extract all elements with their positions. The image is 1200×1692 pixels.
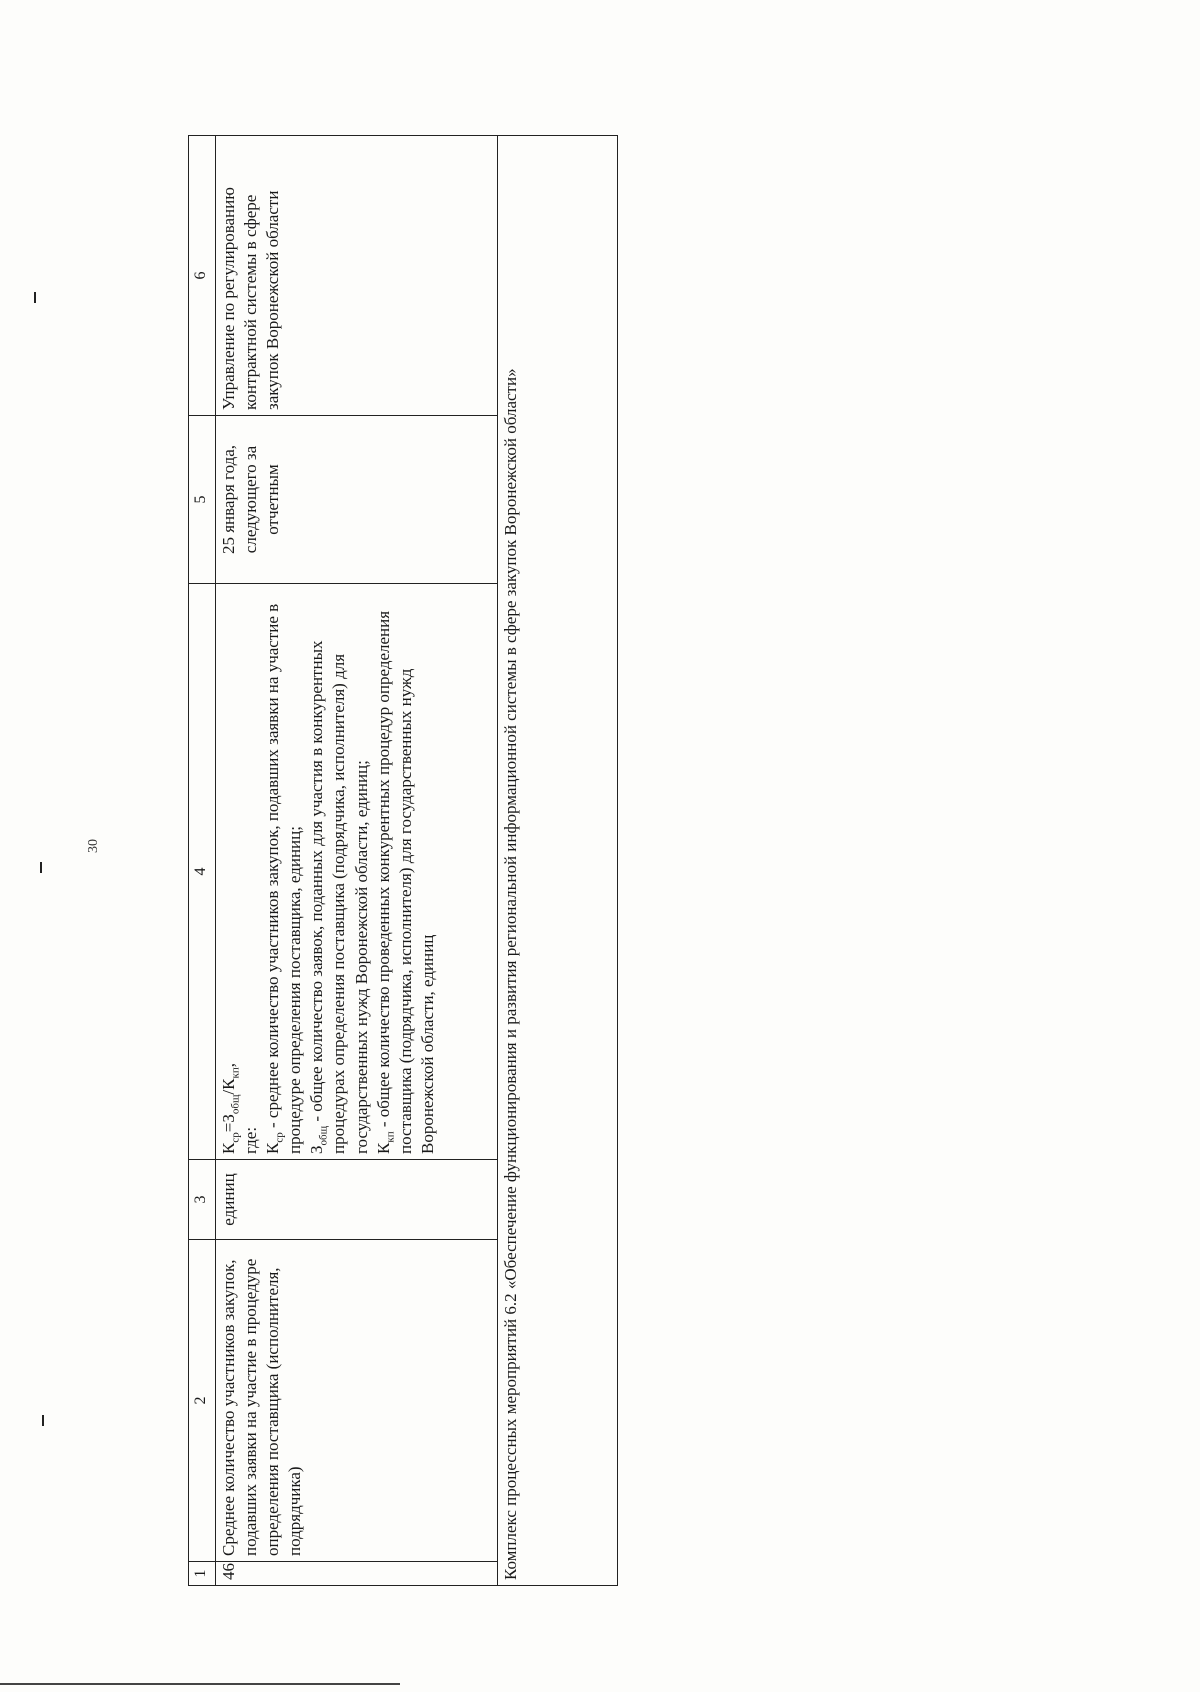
responsible-body: Управление по регулированию контрактной системы в сфере закупок Воронежской области (216, 136, 498, 416)
unit-of-measure: единиц (216, 1160, 498, 1240)
header-cell: 1 (189, 1562, 216, 1586)
table-header-row (189, 136, 216, 1586)
definition-k-kp: $К_{кп}$ - общее количество проведенных конкурентных процедур определения поставщика (подрядчика, исполнителя) для государственных нужд Воронежской области, единиц (373, 610, 437, 1154)
deadline: 25 января года, следующего за отчетным (216, 416, 498, 584)
row-number: 46 (216, 1562, 498, 1586)
scan-mark (34, 292, 36, 303)
indicator-name: Среднее количество участников закупок, подавших заявки на участие в процедуре определения поставщика (исполнителя, подрядчика) (216, 1240, 498, 1562)
rotated-table-container (188, 136, 618, 1586)
table-row (216, 136, 498, 1586)
header-cell: 2 (189, 1240, 216, 1562)
definition-z-obsh: $З_{общ}$ - общее количество заявок, поданных для участия в конкурентных процедурах определения поставщика (подрядчика, исполнителя) для государственных нужд Воронежской области, единиц; (307, 640, 371, 1154)
header-cell: 6 (189, 136, 216, 416)
scan-mark (40, 862, 42, 873)
indicator-table (188, 135, 618, 1586)
header-cell: 5 (189, 416, 216, 584)
formula: $К_{ср}=З_{общ}/К_{кп}$, (219, 1063, 242, 1154)
definition-k-sr: $К_{ср}$ - среднее количество участников закупок, подавших заявки на участие в процедуре определения поставщика, единиц; (263, 603, 305, 1154)
formula-where: где: (241, 1126, 261, 1154)
header-cell: 3 (189, 1160, 216, 1240)
header-cell: 4 (189, 584, 216, 1160)
calculation-method (216, 584, 498, 1160)
section-footer-row (498, 136, 618, 1586)
scan-mark (42, 1415, 44, 1426)
bottom-divider (0, 1683, 400, 1685)
page-number: 30 (86, 839, 101, 853)
section-title: Комплекс процессных мероприятий 6.2 «Обеспечение функционирования и развития региональной информационной системы в сфере закупок Воронежской области» (498, 136, 618, 1586)
